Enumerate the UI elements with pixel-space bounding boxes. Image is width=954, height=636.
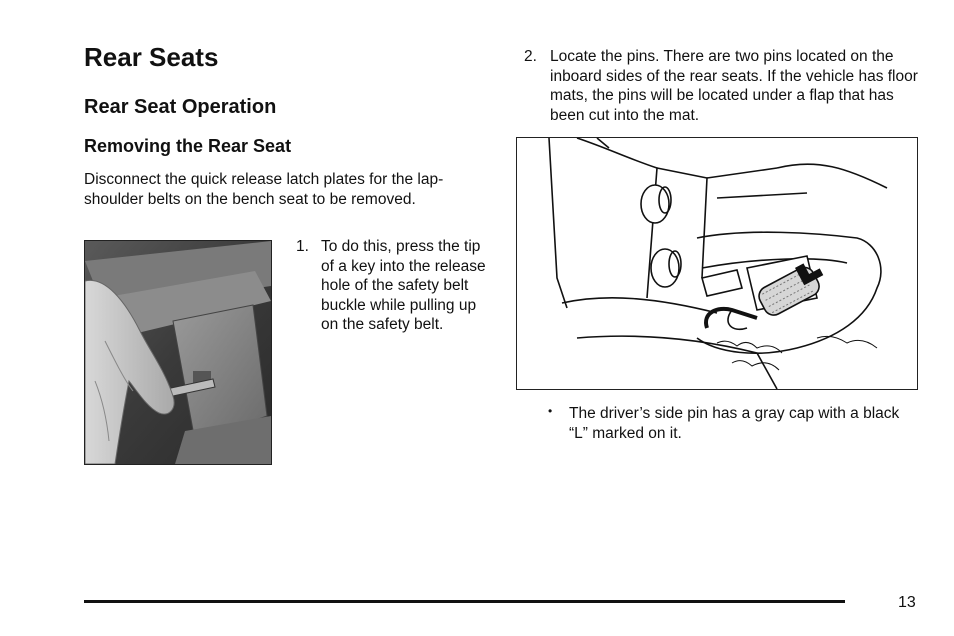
bullet-marker: • — [548, 404, 553, 418]
seat-pin-diagram — [516, 137, 918, 390]
step-2-text: Locate the pins. There are two pins located on the inboard sides of the rear seats. If the vehicle has floor mats, the pins will be located under a flap that has been cut into the mat. — [550, 48, 918, 124]
page-number: 13 — [898, 594, 916, 611]
footer-rule — [84, 600, 845, 603]
subsection-heading: Removing the Rear Seat — [84, 136, 292, 156]
step-1-text: To do this, press the tip of a key into the release hole of the safety belt buckle while pulling up on the safety belt. — [321, 238, 486, 333]
section-heading: Rear Seat Operation — [84, 96, 277, 118]
step-1-number: 1. — [296, 238, 309, 255]
page-title: Rear Seats — [84, 42, 219, 72]
bullet-text: The driver’s side pin has a gray cap with a black “L” marked on it. — [569, 405, 900, 442]
intro-paragraph: Disconnect the quick release latch plates for the lap-shoulder belts on the bench seat to be removed. — [84, 171, 444, 208]
buckle-release-photo — [84, 240, 272, 465]
step-2-number: 2. — [524, 48, 537, 65]
